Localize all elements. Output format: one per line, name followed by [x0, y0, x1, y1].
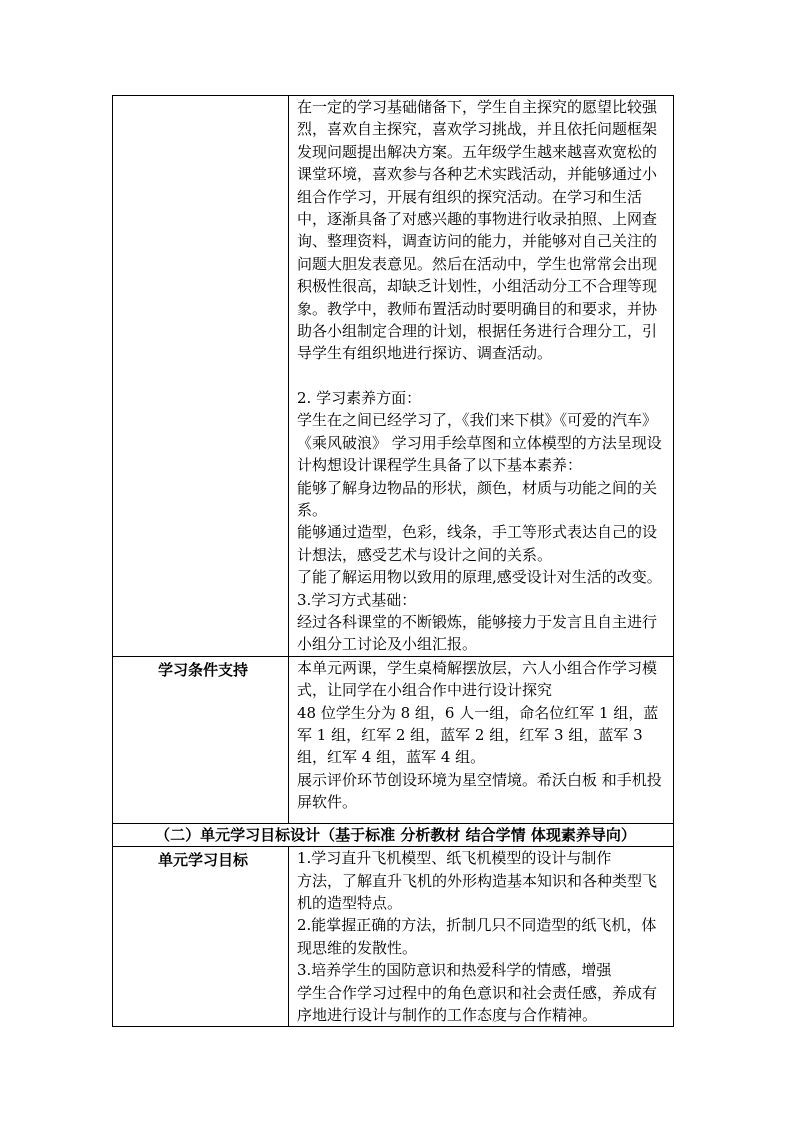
paragraph: 能够了解身边物品的形状，颜色，材质与功能之间的关系。	[297, 478, 658, 519]
paragraph: 3.学习方式基础：	[297, 590, 417, 609]
paragraph: 学生合作学习过程中的角色意识和社会责任感，养成有序地进行设计与制作的工作态度与合作精神。	[297, 983, 658, 1024]
section-heading: （二）单元学习目标设计（基于标准 分析教材 结合学情 体现素养导向）	[113, 823, 674, 846]
paragraph: 2. 学习素养方面：	[297, 388, 422, 407]
unit-goals-row	[113, 847, 674, 1027]
paragraph: 展示评价环节创设环境为星空情境。希沃白板 和手机投屏软件。	[297, 770, 662, 812]
blank-line	[297, 365, 670, 387]
unit-goals-label-cell	[113, 847, 289, 1027]
learner-analysis-content	[289, 96, 674, 657]
paragraph: 2.能掌握正确的方法，折制几只不同造型的纸飞机，体现思维的发散性。	[297, 916, 657, 957]
learning-conditions-row	[113, 656, 674, 823]
paragraph: 经过各科课堂的不断锻炼，能够接力于发言且自主进行小组分工讨论及小组汇报。	[297, 612, 658, 654]
row-label: 学习条件支持	[157, 660, 248, 679]
paragraph: 本单元两课，学生桌椅解摆放层，六人小组合作学习模式，让同学在小组合作中进行设计探究	[297, 658, 658, 700]
row-label	[121, 96, 285, 98]
paragraph: 48 位学生分为 8 组，6 人一组，命名位红军 1 组，蓝军 1 组，红军 2 组，蓝军 2 组，红军 3 组，蓝军 3 组，红军 4 组，蓝军 4 组。	[297, 703, 659, 767]
paragraph: 方法，了解直升飞机的外形构造基本知识和各种类型飞机的造型特点。	[297, 871, 658, 912]
learning-conditions-content	[289, 656, 674, 823]
section-heading-row	[113, 823, 674, 846]
paragraph: 1.学习直升飞机模型、纸飞机模型的设计与制作	[297, 849, 612, 868]
learning-conditions-label-cell	[113, 656, 289, 823]
paragraph: 了能了解运用物以致用的原理,感受设计对生活的改变。	[297, 568, 662, 587]
row-label-empty	[113, 96, 289, 657]
row-label: 单元学习目标	[157, 851, 248, 870]
paragraph: 在一定的学习基础储备下，学生自主探究的愿望比较强烈，喜欢自主探究，喜欢学习挑战，并且依托问题框架发现问题提出解决方案。五年级学生越来越喜欢宽松的课堂环境，喜欢参与各种艺术实践活动，并能够通过小组合作学习，开展有组织的探究活动。在学习和生活中，逐渐具备了对感兴趣的事物进行收录拍照、上网查询、整理资料，调查访问的能力，并能够对自己关注的问题大胆发表意见。然后在活动中，学生也常常会出现积极性很高，却缺乏计划性，小组活动分工不合理等现象。教学中，教师布置活动时要明确目的和要求，并协助各小组制定合理的计划，根据任务进行合理分工，引导学生有组织地进行探访、调查活动。	[297, 98, 658, 363]
paragraph: 3.培养学生的国防意识和热爱科学的情感，增强	[297, 961, 612, 980]
unit-goals-content	[289, 847, 674, 1027]
paragraph: 能够通过造型，色彩，线条，手工等形式表达自己的设计想法，感受艺术与设计之间的关系。	[297, 523, 658, 564]
unit-design-table	[112, 95, 674, 1027]
learner-analysis-row	[113, 96, 674, 657]
paragraph: 学生在之间已经学习了，《我们来下棋》《可爱的汽车》《乘风破浪》 学习用手绘草图和立体模型的方法呈现设计构想设计课程学生具备了以下基本素养：	[297, 411, 662, 475]
